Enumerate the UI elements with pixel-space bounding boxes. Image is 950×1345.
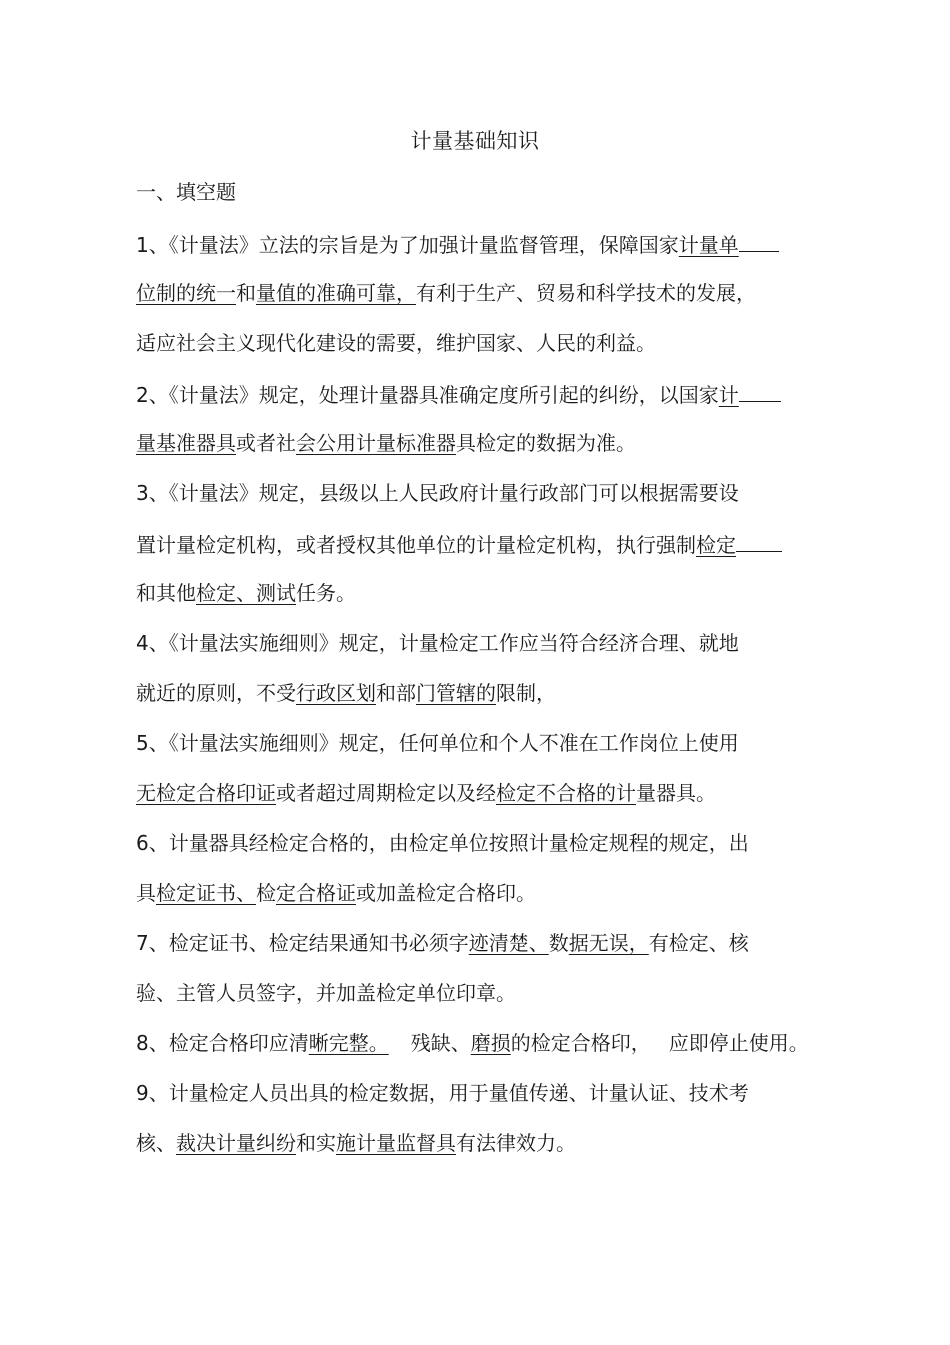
question-3-line-1 (136, 477, 739, 509)
question-text: 和部 (376, 681, 416, 705)
question-text: 量器具。 (636, 781, 716, 805)
section-heading: 一、填空题 (136, 180, 236, 204)
question-9-line-1 (136, 1077, 749, 1109)
question-1-line-1 (136, 227, 779, 259)
answer-blank (739, 227, 779, 252)
page-title: 计量基础知识 (410, 129, 540, 153)
answer-text: 位制的统一 (136, 281, 236, 305)
question-text: 具 (136, 881, 156, 905)
question-2-line-2 (136, 427, 636, 459)
question-text: 就近的原则，不受 (136, 681, 296, 705)
question-text: 核、 (136, 1131, 176, 1155)
question-5-line-1 (136, 727, 739, 759)
question-text: 有法律效力。 (456, 1131, 576, 1155)
question-text: 5、《计量法实施细则》规定，任何单位和个人不准在工作岗位上使用 (136, 731, 739, 755)
question-4-line-2 (136, 677, 556, 709)
question-2-line-1 (136, 377, 781, 409)
question-text: 适应社会主义现代化建设的需要，维护国家、人民的利益。 (136, 331, 656, 355)
question-4-line-1 (136, 627, 739, 659)
question-text: 有检定、核 (648, 931, 749, 955)
question-text: 数 (548, 931, 569, 955)
answer-text: 计 (718, 383, 739, 407)
answer-text: 量基准器具 (136, 431, 236, 455)
question-text: 或加盖检定合格印。 (356, 881, 536, 905)
answer-text: 无检定合格印证 (136, 781, 276, 805)
question-1-line-3 (136, 327, 656, 359)
question-1-line-2 (136, 277, 756, 309)
question-text: 或者社 (236, 431, 296, 455)
question-6-line-2 (136, 877, 536, 909)
question-text: 3、《计量法》规定，县级以上人民政府计量行政部门可以根据需要设 (136, 481, 739, 505)
answer-text: 检定 (696, 533, 736, 557)
question-text: 1、《计量法》立法的宗旨是为了加强计量监督管理，保障国家 (136, 233, 679, 257)
answer-text: 会公用计量标准器 (296, 431, 456, 455)
question-text: 检 (256, 881, 276, 905)
question-text: 6、计量器具经检定合格的，由检定单位按照计量检定规程的规定，出 (136, 831, 749, 855)
answer-text: 裁决计量纠纷 (176, 1131, 296, 1155)
question-3-line-3 (136, 577, 356, 609)
answer-text: 晰完整。 (308, 1031, 389, 1055)
question-text: 9、计量检定人员出具的检定数据，用于量值传递、计量认证、技术考 (136, 1081, 749, 1105)
answer-text: 检定证书、 (156, 881, 256, 905)
answer-text: 施计量监督具 (336, 1131, 456, 1155)
question-text: 和其他 (136, 581, 196, 605)
question-text: 4、《计量法实施细则》规定，计量检定工作应当符合经济合理、就地 (136, 631, 739, 655)
answer-text: 迹清楚、 (468, 931, 549, 955)
answer-text: 行政区划 (296, 681, 376, 705)
answer-text: 量值的准确可靠， (256, 281, 416, 305)
question-text: 7、检定证书、检定结果通知书必须字 (136, 931, 469, 955)
answer-text: 定合格证 (276, 881, 356, 905)
question-text: 限制， (496, 681, 556, 705)
question-7-line-1 (136, 927, 749, 959)
answer-text: 检定不合格的计 (496, 781, 636, 805)
answer-blank (736, 527, 782, 552)
question-8-line-1 (136, 1027, 809, 1059)
question-text: 8、检定合格印应清 (136, 1031, 309, 1055)
answer-text: 据无误， (568, 931, 649, 955)
question-text: 置计量检定机构，或者授权其他单位的计量检定机构，执行强制 (136, 533, 696, 557)
answer-text: 计量单 (678, 233, 739, 257)
question-text: 具检定的数据为准。 (456, 431, 636, 455)
question-text: 2、《计量法》规定，处理计量器具准确定度所引起的纠纷，以国家 (136, 383, 719, 407)
question-6-line-1 (136, 827, 749, 859)
question-text: 有利于生产、贸易和科学技术的发展， (416, 281, 756, 305)
answer-text: 门管辖的 (416, 681, 496, 705)
question-text: 任务。 (296, 581, 356, 605)
answer-blank (739, 377, 781, 402)
question-text: 的检定合格印， (510, 1031, 651, 1055)
question-text: 和实 (296, 1131, 336, 1155)
question-text: 残缺、 (410, 1031, 471, 1055)
question-text: 验、主管人员签字，并加盖检定单位印章。 (136, 981, 516, 1005)
question-text: 或者超过周期检定以及经 (276, 781, 496, 805)
question-text: 和 (236, 281, 256, 305)
answer-text: 磨损 (470, 1031, 511, 1055)
question-5-line-2 (136, 777, 716, 809)
question-9-line-2 (136, 1127, 576, 1159)
answer-text: 检定、测试 (196, 581, 296, 605)
question-3-line-2 (136, 527, 782, 559)
question-text: 应即停止使用。 (668, 1031, 809, 1055)
question-7-line-2 (136, 977, 516, 1009)
